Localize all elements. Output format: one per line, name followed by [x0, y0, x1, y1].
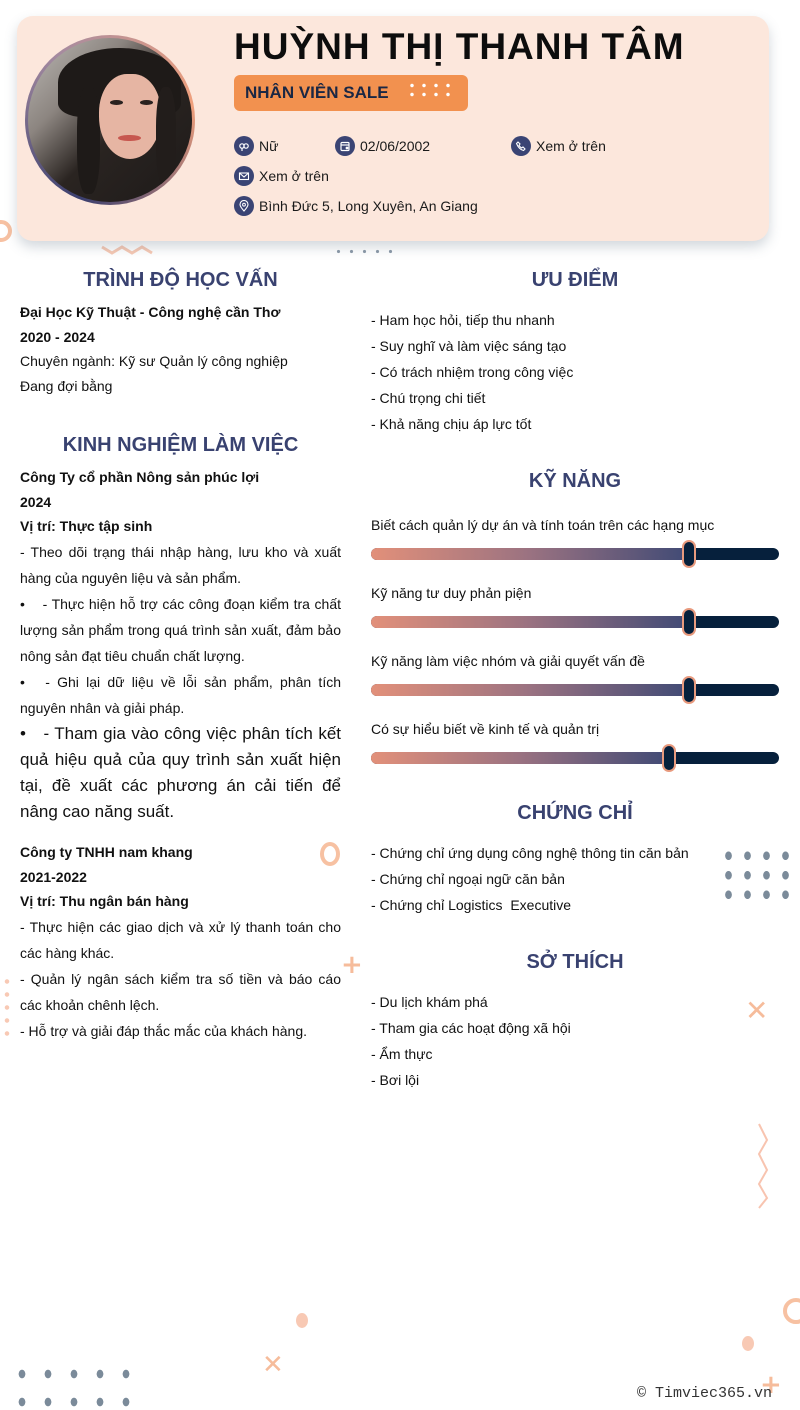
education-period: 2020 - 2024 — [20, 328, 95, 345]
list-item: - Suy nghĩ và làm việc sáng tạo — [371, 338, 567, 354]
job-company: Công ty TNHH nam khang — [20, 844, 193, 860]
job-task: - Thực hiện các giao dịch và xử lý thanh toán cho các hàng khác. — [20, 918, 341, 961]
strengths-heading: ƯU ĐIỂM — [531, 269, 619, 291]
decor-x: ✕ — [262, 1350, 284, 1380]
education-major: Chuyên ngành: Kỹ sư Quản lý công nghiệp — [20, 353, 288, 369]
skill-label: Có sự hiểu biết về kinh tế và quản trị — [371, 721, 600, 737]
job-period: 2024 — [20, 493, 52, 510]
info-phone: Xem ở trên — [511, 136, 606, 156]
education-heading: TRÌNH ĐỘ HỌC VẤN — [83, 269, 278, 291]
list-item: - Du lịch khám phá — [371, 994, 488, 1010]
gender-icon — [234, 136, 254, 156]
decor-x: ✕ — [745, 994, 769, 1027]
location-pin-icon — [234, 196, 254, 216]
list-item: - Chứng chỉ ứng dụng công nghệ thông tin căn bản — [371, 845, 689, 861]
mail-icon — [234, 166, 254, 186]
decor-plus: + — [341, 950, 363, 980]
list-item: - Có trách nhiệm trong công việc — [371, 364, 574, 380]
list-item: - Ẩm thực — [371, 1046, 433, 1062]
list-item: - Chứng chỉ Logistics Executive — [371, 897, 572, 913]
decor-dot — [742, 1336, 754, 1351]
footer-copyright: © Timviec365.vn — [637, 1385, 773, 1402]
job-task: • - Ghi lại dữ liệu về lỗi sản phẩm, phân tích nguyên nhân và giải pháp. — [20, 669, 341, 721]
calendar-icon — [335, 136, 355, 156]
skill-knob — [662, 744, 676, 772]
candidate-name: HUỲNH THỊ THANH TÂM — [234, 26, 685, 67]
list-item: - Chứng chỉ ngoại ngữ căn bản — [371, 871, 565, 887]
profile-photo — [28, 38, 192, 202]
job-position: Vị trí: Thu ngân bán hàng — [20, 893, 189, 909]
decor-ring — [0, 220, 12, 242]
school-name: Đại Học Kỹ Thuật - Công nghệ cần Thơ — [20, 304, 281, 320]
job-task: • - Tham gia vào công việc phân tích kết quả hiệu quả của quy trình sản xuất hiện tại, đề xuất các phương án cải tiến để nâng cao năng suất. — [20, 721, 341, 825]
info-gender: Nữ — [234, 136, 278, 156]
education-status: Đang đợi bằng — [20, 377, 113, 394]
phone-icon — [511, 136, 531, 156]
education-block — [20, 300, 341, 398]
decor-ring — [320, 842, 340, 866]
skill-knob — [682, 540, 696, 568]
decor-dots — [406, 81, 454, 99]
strengths-list — [371, 307, 779, 437]
certificates-list — [371, 840, 711, 918]
skill-bar — [371, 616, 779, 628]
list-item: - Khả năng chịu áp lực tốt — [371, 416, 532, 432]
decor-zigzag — [756, 1122, 770, 1210]
avatar — [25, 35, 195, 205]
list-item: - Chú trọng chi tiết — [371, 390, 486, 406]
list-item: - Ham học hỏi, tiếp thu nhanh — [371, 312, 555, 328]
job-task: • - Thực hiện hỗ trợ các công đoạn kiểm tra chất lượng sản phẩm trong quá trình sản xuất, đảm bảo nông sản đạt tiêu chuẩn chất lượng. — [20, 591, 341, 669]
skill-label: Biết cách quản lý dự án và tính toán trên các hạng mục — [371, 517, 715, 533]
job-entry — [20, 465, 341, 825]
job-task: - Theo dõi trạng thái nhập hàng, lưu kho và xuất hàng của nguyên liệu và sản phẩm. — [20, 543, 341, 586]
info-address: Bình Đức 5, Long Xuyên, An Giang — [234, 196, 478, 216]
skill-knob — [682, 608, 696, 636]
job-entry — [20, 840, 341, 1044]
skill-knob — [682, 676, 696, 704]
hobbies-heading: SỞ THÍCH — [526, 951, 624, 973]
decor-dot — [296, 1313, 308, 1328]
skills-heading: KỸ NĂNG — [528, 470, 622, 492]
job-title-badge — [234, 75, 468, 111]
decor-dots — [9, 1360, 136, 1410]
job-period: 2021-2022 — [20, 868, 87, 885]
decor-dots — [2, 975, 12, 1041]
list-item: - Bơi lội — [371, 1072, 420, 1088]
decor-zigzag — [100, 244, 154, 256]
decor-dots — [719, 846, 795, 903]
info-birthday: 02/06/2002 — [335, 136, 430, 156]
job-title: NHÂN VIÊN SALE — [245, 83, 389, 102]
list-item: - Tham gia các hoạt động xã hội — [371, 1020, 571, 1036]
info-email: Xem ở trên — [234, 166, 329, 186]
hobbies-list — [371, 989, 779, 1093]
skill-bar — [371, 548, 779, 560]
job-task: - Hỗ trợ và giải đáp thắc mắc của khách hàng. — [20, 1022, 307, 1039]
skill-bar — [371, 752, 779, 764]
job-position: Vị trí: Thực tập sinh — [20, 518, 153, 534]
job-task: - Quản lý ngân sách kiểm tra số tiền và báo cáo các khoản chênh lệch. — [20, 970, 341, 1013]
experience-heading: KINH NGHIỆM LÀM VIỆC — [62, 434, 299, 456]
skill-bar — [371, 684, 779, 696]
skill-label: Kỹ năng làm việc nhóm và giải quyết vấn đề — [371, 653, 645, 669]
certificates-heading: CHỨNG CHỈ — [517, 802, 633, 824]
decor-plus: + — [760, 1370, 782, 1400]
skill-label: Kỹ năng tư duy phản piện — [371, 585, 532, 601]
decor-ring — [783, 1298, 800, 1324]
job-company: Công Ty cổ phần Nông sản phúc lợi — [20, 469, 260, 485]
